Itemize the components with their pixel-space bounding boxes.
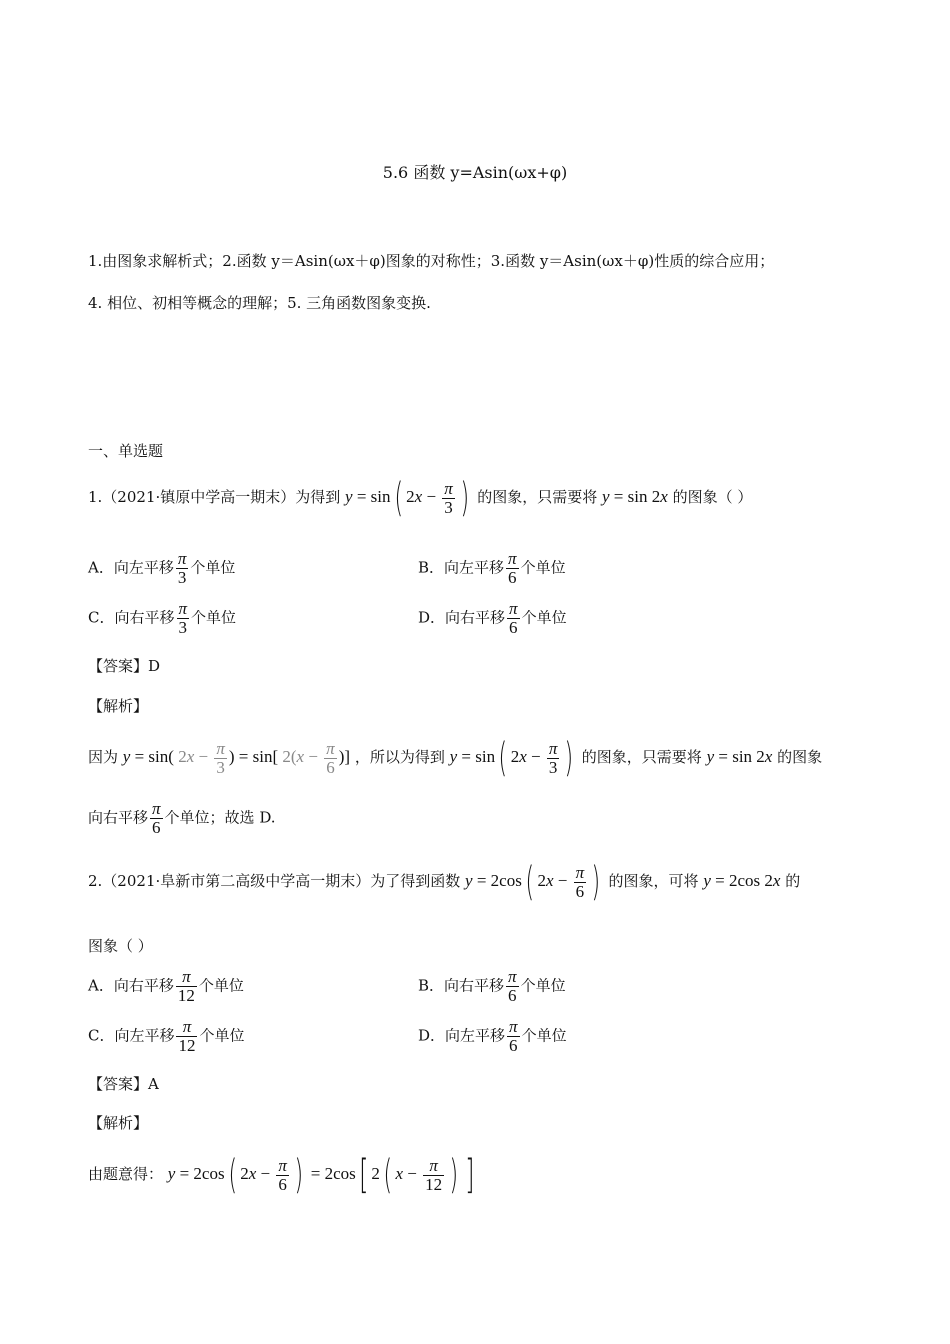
q1-option-d[interactable]: D．向右平移 $\frac{\pi}{6}$ 个单位 bbox=[418, 599, 567, 637]
q1-option-a[interactable]: A．向左平移 $\frac{\pi}{3}$ 个单位 bbox=[88, 549, 236, 587]
q2-option-b[interactable]: B．向右平移 $\frac{\pi}{6}$ 个单位 bbox=[418, 967, 566, 1005]
q1-analysis-formula-2: y = sin( 2x − $\frac{\pi}{3}$ ) bbox=[449, 735, 574, 781]
section-heading: 一、单选题 bbox=[88, 442, 164, 460]
q2-mid: 的图象，可将 bbox=[608, 871, 699, 890]
q1-answer: 【答案】D bbox=[88, 657, 161, 675]
q2-suffix: 的 bbox=[785, 871, 801, 890]
q2-answer: 【答案】A bbox=[88, 1075, 159, 1093]
q1-suffix: 的图象（ ） bbox=[672, 487, 753, 506]
question-2-stem bbox=[88, 859, 801, 905]
q1-mid: 的图象，只需要将 bbox=[477, 487, 598, 506]
objectives-line-2: 4. 相位、初相等概念的理解；5. 三角函数图象变换. bbox=[88, 294, 431, 312]
q1-prefix: 1.（2021·镇原中学高一期末）为得到 bbox=[88, 487, 341, 506]
objectives-line-1: 1.由图象求解析式；2.函数 y＝Asin(ωx＋φ)图象的对称性；3.函数 y＝Asin(ωx＋φ)性质的综合应用； bbox=[88, 252, 775, 270]
q2-analysis-heading: 【解析】 bbox=[88, 1114, 149, 1132]
q1-analysis-line-1: 因为 y = sin( 2x − $\frac{\pi}{3}$ ) = sin[ 2(x − $\frac{\pi}{6}$ )] ，所以为得到 y = sin( 2x − $\frac{\pi}{3}$ ) 的图象，只需要将 y = sin 2x 的图象 bbox=[88, 735, 823, 781]
q2-option-a[interactable]: A．向右平移 $\frac{\pi}{12}$ 个单位 bbox=[88, 967, 244, 1005]
q1-analysis-line-2: 向右平移 $\frac{\pi}{6}$ 个单位；故选 D. bbox=[88, 799, 276, 837]
q2-analysis-line-1: 由题意得： y = 2cos( 2x − $\frac{\pi}{6}$ ) = 2cos[ 2( x − $\frac{\pi}{12}$ ) ] bbox=[88, 1155, 477, 1195]
q1-option-c[interactable]: C．向右平移 $\frac{\pi}{3}$ 个单位 bbox=[88, 599, 237, 637]
q1-formula-target: y = sin( 2x − $\frac{\pi}{3}$ ) bbox=[345, 475, 469, 521]
q1-formula-source: y = sin 2x bbox=[602, 486, 668, 506]
q1-analysis-heading: 【解析】 bbox=[88, 697, 149, 715]
q2-stem-line-2: 图象（ ） bbox=[88, 937, 153, 955]
q2-prefix: 2.（2021·阜新市第二高级中学高一期末）为了得到函数 bbox=[88, 871, 461, 890]
q1-analysis-formula-1: y = sin( 2x − $\frac{\pi}{3}$ ) = sin[ 2(x − $\frac{\pi}{6}$ )] bbox=[122, 738, 351, 777]
q2-formula-target: y = 2cos( 2x − $\frac{\pi}{6}$ ) bbox=[465, 859, 601, 905]
q1-option-b[interactable]: B．向左平移 $\frac{\pi}{6}$ 个单位 bbox=[418, 549, 566, 587]
q2-option-c[interactable]: C．向左平移 $\frac{\pi}{12}$ 个单位 bbox=[88, 1017, 245, 1055]
q1-analysis-formula-3: y = sin 2x bbox=[706, 746, 773, 766]
q2-analysis-formula: y = 2cos( 2x − $\frac{\pi}{6}$ ) = 2cos[ 2( x − $\frac{\pi}{12}$ ) ] bbox=[167, 1152, 475, 1198]
q2-formula-source: y = 2cos 2x bbox=[703, 870, 781, 890]
question-1-stem bbox=[88, 475, 753, 521]
page-title: 5.6 函数 y=Asin(ωx+φ) bbox=[382, 163, 568, 182]
q2-option-d[interactable]: D．向左平移 $\frac{\pi}{6}$ 个单位 bbox=[418, 1017, 567, 1055]
